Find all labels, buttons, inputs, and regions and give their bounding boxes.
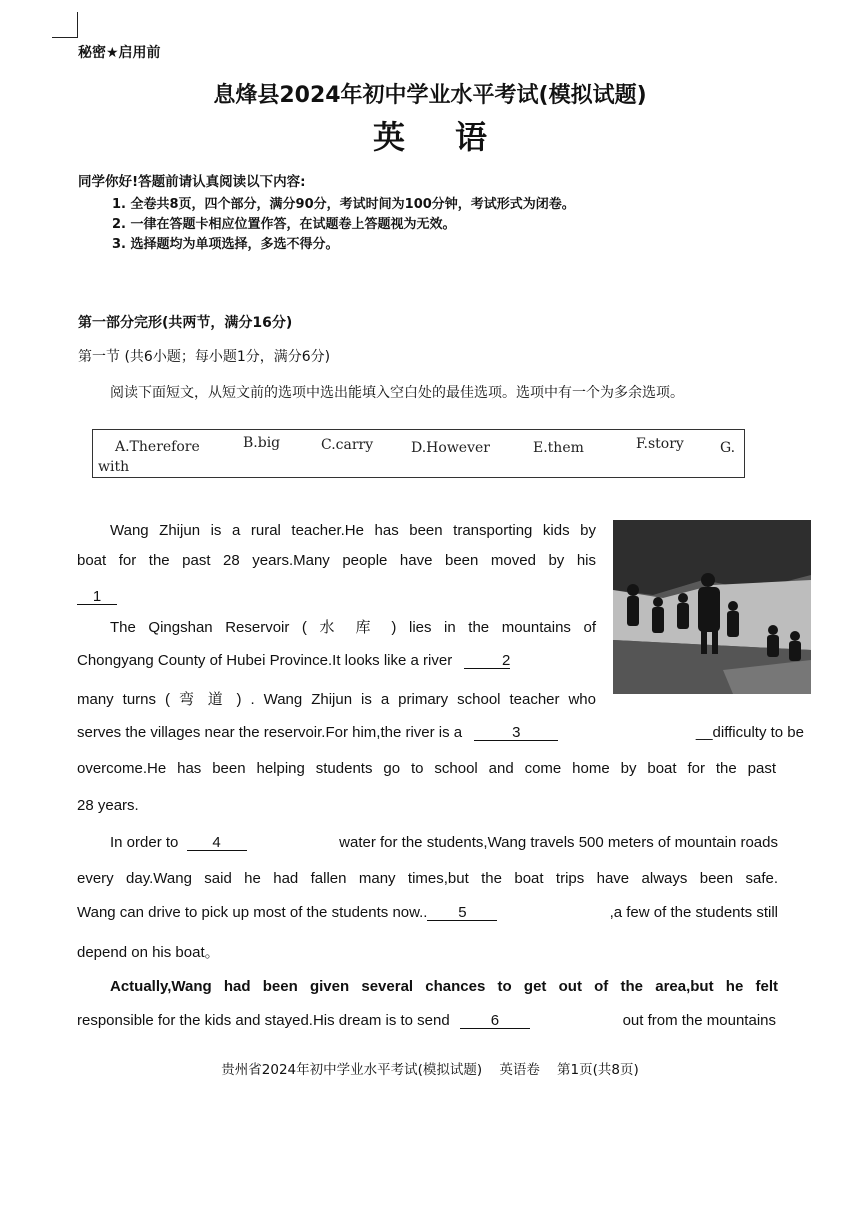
secret-label: 秘密★启用前 xyxy=(78,45,161,61)
passage-line: Chongyang County of Hubei Province.It looks like a river xyxy=(77,652,453,669)
passage-line: out from the mountains xyxy=(622,1012,776,1029)
instruction-rule-1: 1. 全卷共8页，四个部分，满分90分，考试时间为100分钟，考试形式为闭卷。 xyxy=(112,197,575,212)
part1-title: 第一部分完形(共两节，满分16分) xyxy=(78,315,293,331)
exam-title: 息烽县2024年初中学业水平考试(模拟试题) xyxy=(213,83,647,108)
passage-line: Wang Zhijun is a rural teacher.He has been transporting kids by xyxy=(110,522,596,539)
option-a: A.Therefore xyxy=(115,439,200,455)
option-f: F.story xyxy=(636,436,684,452)
passage-line: overcome.He has been helping students go to school and come home by boat for the past xyxy=(77,760,776,777)
option-b: B.big xyxy=(243,435,281,451)
option-c: C.carry xyxy=(321,437,374,453)
instruction-rule-2: 2. 一律在答题卡相应位置作答，在试题卷上答题视为无效。 xyxy=(112,217,456,232)
passage-line: __difficulty to be xyxy=(695,724,804,741)
passage-line: ,a few of the students still xyxy=(609,904,778,921)
passage-line: serves the villages near the reservoir.For him,the river is a xyxy=(77,724,463,741)
passage-line: responsible for the kids and stayed.His dream is to send xyxy=(77,1012,450,1029)
passage-line: The Qingshan Reservoir ( 水 库 ) lies in the mountains of xyxy=(110,619,596,636)
subject-title: 英语 xyxy=(372,118,537,156)
passage-line: depend on his boat。 xyxy=(77,944,220,961)
corner-mark-horizontal xyxy=(52,37,78,38)
option-g: G. xyxy=(720,440,736,456)
blank-1: 1 xyxy=(77,590,117,605)
passage-line: 28 years. xyxy=(77,797,139,814)
blank-5: 5 xyxy=(427,906,497,921)
passage-line: water for the students,Wang travels 500 meters of mountain roads xyxy=(339,834,778,851)
passage-line: every day.Wang said he had fallen many times,but the boat trips have always been safe. xyxy=(77,870,778,887)
passage-line: Wang can drive to pick up most of the students now.. xyxy=(77,904,428,921)
passage-line: many turns ( 弯 道 ) . Wang Zhijun is a primary school teacher who xyxy=(77,691,596,708)
boat-photo-image xyxy=(613,520,811,694)
instruction-rule-3: 3. 选择题均为单项选择，多选不得分。 xyxy=(112,237,339,252)
option-g-text: with xyxy=(98,459,130,475)
passage-line-bold: Actually,Wang had been given several chances to get out of the area,but he felt xyxy=(110,978,778,995)
blank-3: 3 xyxy=(474,726,558,741)
corner-mark-vertical xyxy=(77,12,78,38)
page-footer: 贵州省2024年初中学业水平考试(模拟试题) 英语卷 第1页(共8页) xyxy=(221,1062,639,1078)
section1-directions: 阅读下面短文，从短文前的选项中选出能填入空白处的最佳选项。选项中有一个为多余选项。 xyxy=(110,385,684,401)
section1-title: 第一节 (共6小题；每小题1分，满分6分) xyxy=(78,349,331,365)
options-box xyxy=(92,429,745,478)
blank-6: 6 xyxy=(460,1014,530,1029)
blank-4: 4 xyxy=(187,836,247,851)
option-d: D.However xyxy=(411,440,490,456)
blank-2: 2 xyxy=(464,654,510,669)
option-e: E.them xyxy=(533,440,584,456)
passage-line: In order to xyxy=(110,834,179,851)
instructions-intro: 同学你好!答题前请认真阅读以下内容: xyxy=(78,174,306,190)
passage-line: boat for the past 28 years.Many people have been moved by his xyxy=(77,552,596,569)
